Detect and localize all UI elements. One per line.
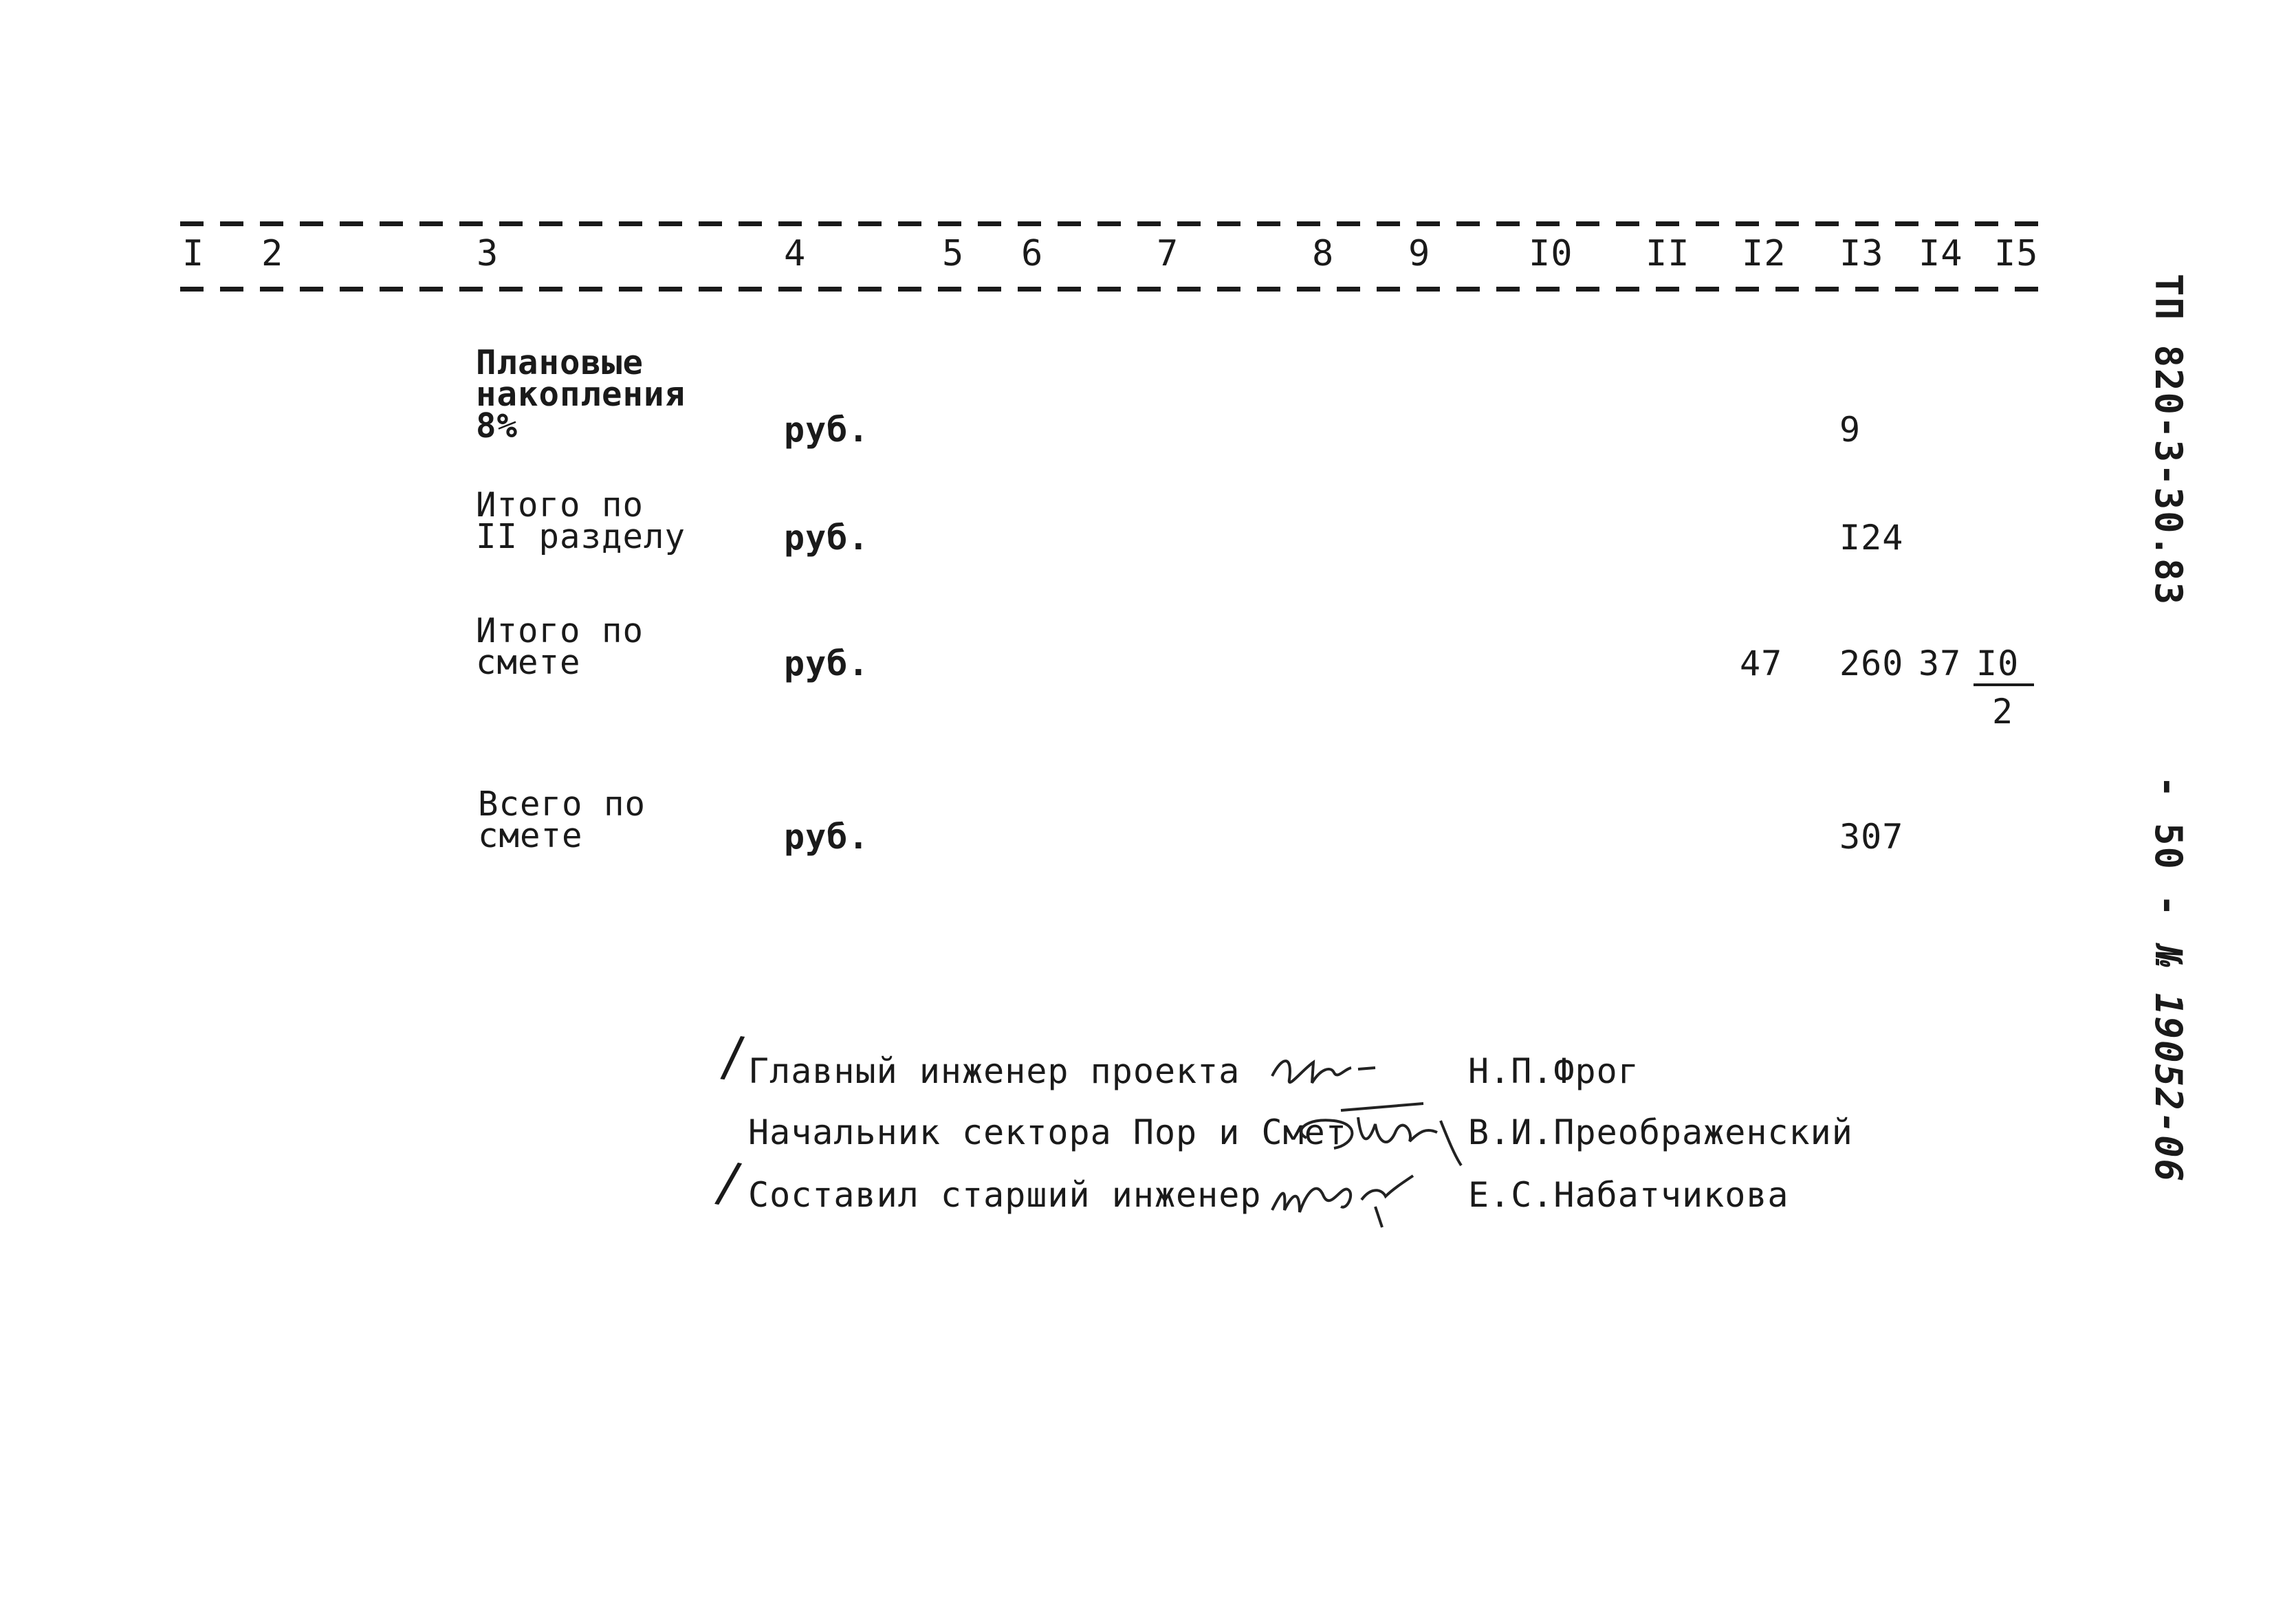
- signatory-position-senior-engineer: Составил старший инженер: [748, 1175, 1262, 1215]
- row-value-col13: 260: [1839, 644, 1904, 683]
- signature-senior-engineer: [1265, 1159, 1430, 1234]
- inventory-number: № 19052-06: [2147, 945, 2190, 1183]
- signatory-position-sector-head: Начальник сектора Пор и Смет: [748, 1112, 1347, 1152]
- col-header-4: 4: [784, 233, 807, 274]
- col-header-3: 3: [477, 233, 499, 274]
- signatory-position-chief-engineer: Главный инженер проекта: [748, 1051, 1240, 1091]
- margin-tick-mark: /: [719, 1023, 747, 1090]
- margin-tick-mark: /: [712, 1149, 745, 1216]
- col-header-11: II: [1646, 233, 1690, 274]
- col-header-6: 6: [1021, 233, 1044, 274]
- col-header-9: 9: [1408, 233, 1431, 274]
- col-header-7: 7: [1157, 233, 1179, 274]
- row-value-col14: 37: [1918, 644, 1962, 683]
- header-bottom-rule: [180, 287, 2044, 292]
- signatory-name-frog: Н.П.Фрог: [1468, 1051, 1639, 1091]
- row-unit: руб.: [784, 410, 870, 450]
- row-label-grand-total: Всего по смете: [478, 784, 646, 855]
- col-header-15: I5: [1994, 233, 2039, 274]
- row-value-col12: 47: [1740, 644, 1783, 683]
- row-value-col15-numerator: I0: [1974, 646, 2034, 686]
- row-label-section-total: Итого по II разделу: [476, 485, 686, 556]
- row-value-col13: 9: [1839, 410, 1861, 450]
- col-header-2: 2: [261, 233, 284, 274]
- row-label-planned-savings: Плановые накопления 8%: [476, 343, 686, 446]
- row-value-col13: 307: [1839, 817, 1904, 857]
- row-value-col13: I24: [1839, 518, 1904, 558]
- col-header-12: I2: [1742, 233, 1786, 274]
- col-header-13: I3: [1839, 233, 1884, 274]
- row-unit: руб.: [784, 518, 870, 558]
- page-number: - 50 -: [2147, 776, 2190, 919]
- signature-chief-engineer: [1265, 1042, 1389, 1097]
- col-header-10: I0: [1529, 233, 1573, 274]
- header-top-rule: [180, 221, 2044, 226]
- col-header-5: 5: [942, 233, 965, 274]
- row-unit: руб.: [784, 644, 870, 683]
- document-code: ТП 820-3-30.83: [2147, 274, 2190, 606]
- row-label-estimate-total: Итого по смете: [476, 611, 644, 682]
- signatory-name-nabatchikova: Е.С.Набатчикова: [1468, 1175, 1789, 1215]
- col-header-1: I: [182, 233, 205, 274]
- col-header-8: 8: [1312, 233, 1335, 274]
- signatory-name-preobrazhensky: В.И.Преображенский: [1468, 1112, 1853, 1152]
- col-header-14: I4: [1918, 233, 1963, 274]
- row-unit: руб.: [784, 817, 870, 857]
- row-value-col15-denominator: 2: [1992, 692, 2014, 732]
